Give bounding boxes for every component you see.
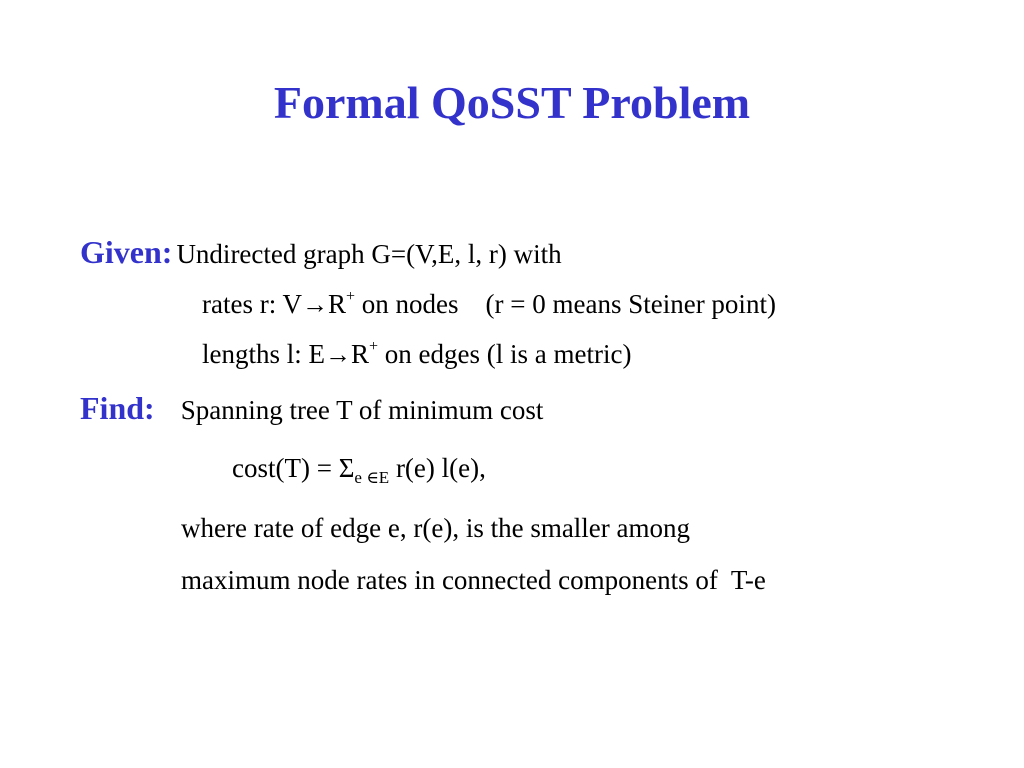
find-text: Spanning tree T of minimum cost: [180, 395, 544, 425]
find-line: [80, 392, 543, 424]
rates-target: R: [327, 289, 346, 319]
rates-arrow-icon: →: [301, 290, 328, 319]
cost-prefix: cost(T) = Σ: [232, 453, 355, 483]
cost-subscript: e ∈E: [354, 468, 390, 487]
rates-prefix: rates r: V: [202, 289, 302, 319]
rates-suffix: on nodes (r = 0 means Steiner point): [355, 289, 776, 319]
given-label: Given:: [80, 234, 173, 270]
find-label: Find:: [80, 390, 155, 426]
lengths-arrow-icon: →: [325, 340, 351, 369]
cost-suffix: r(e) l(e),: [389, 453, 486, 483]
where-line-1: where rate of edge e, r(e), is the smaller among: [181, 513, 691, 543]
where-line-2: maximum node rates in connected components of T-e: [181, 565, 766, 595]
lengths-suffix: on edges (l is a metric): [378, 339, 632, 369]
lengths-line: [202, 338, 632, 369]
rates-superscript: +: [346, 288, 356, 305]
given-text: Undirected graph G=(V,E, l, r) with: [176, 239, 562, 269]
cost-formula: [232, 453, 486, 487]
rates-line: [202, 288, 776, 319]
given-line: [80, 236, 562, 268]
lengths-prefix: lengths l: E: [202, 339, 325, 369]
lengths-superscript: +: [369, 338, 379, 355]
slide-title: Formal QoSST Problem: [273, 77, 751, 128]
lengths-target: R: [351, 339, 370, 369]
